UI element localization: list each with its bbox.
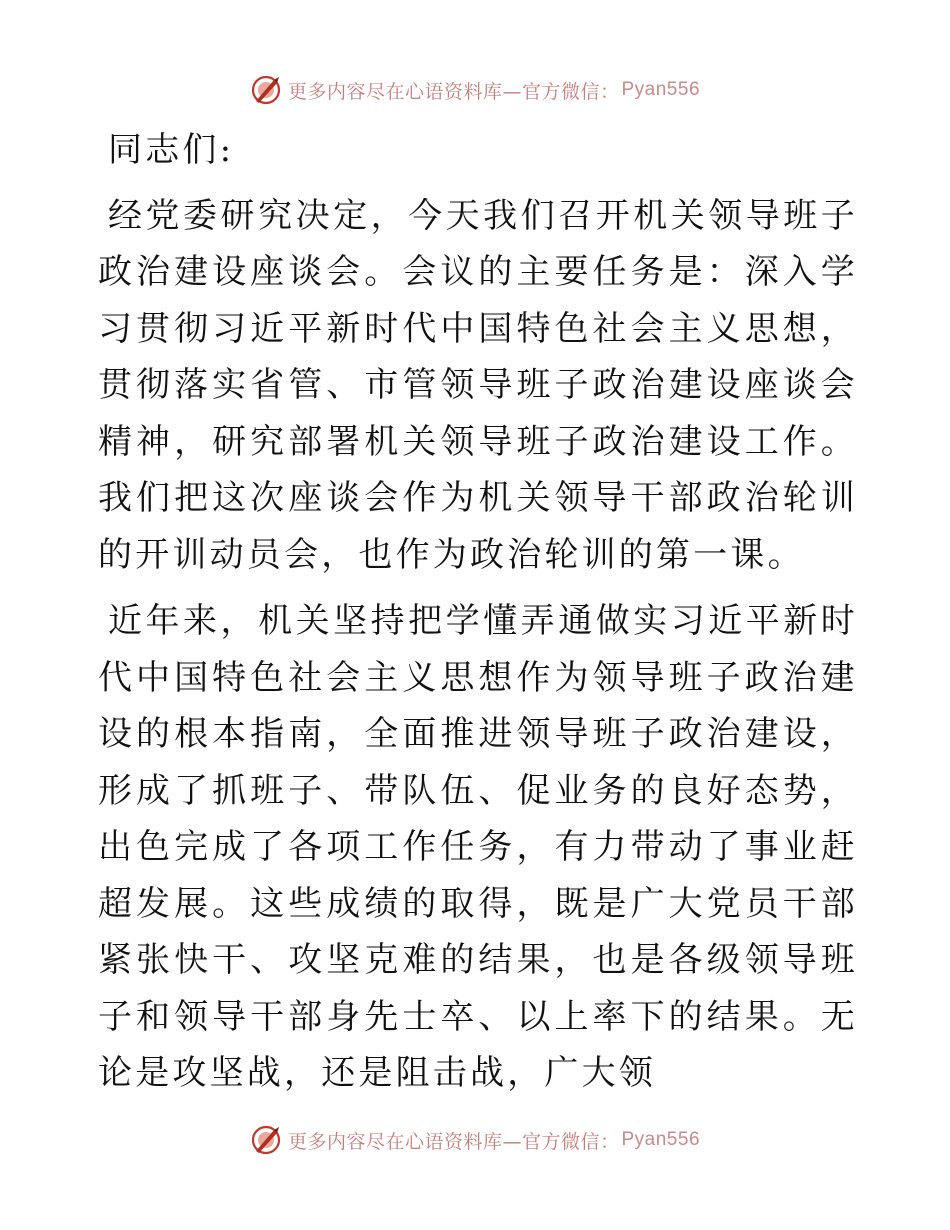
paragraph-1: 经党委研究决定，今天我们召开机关领导班子政治建设座谈会。会议的主要任务是：深入学习贯彻习近平新时代中国特色社会主义思想，贯彻落实省管、市管领导班子政治建设座谈会精神，研究部署机关领导班子政治建设工作。我们把这次座谈会作为机关领导干部政治轮训的开训动员会，也作为政治轮训的第一课。 [98,195,858,575]
watermark-text: 更多内容尽在心语资料库—官方微信： [287,80,620,103]
quill-seal-logo-icon [250,1124,282,1156]
header-watermark [0,68,950,112]
greeting: 同志们: [108,130,235,170]
footer-watermark [0,1118,950,1162]
paragraph-2: 近年来，机关坚持把学懂弄通做实习近平新时代中国特色社会主义思想作为领导班子政治建设的根本指南，全面推进领导班子政治建设，形成了抓班子、带队伍、促业务的良好态势，出色完成了各项工作任务，有力带动了事业赶超发展。这些成绩的取得，既是广大党员干部紧张快干、攻坚克难的结果，也是各级领导班子和领导干部身先士卒、以上率下的结果。无论是攻坚战，还是阻击战，广大领 [98,601,858,1093]
watermark-wechat-id: Pyan556 [621,1129,701,1150]
quill-seal-logo-icon [250,74,282,106]
document-body [98,122,858,1102]
watermark-wechat-id: Pyan556 [621,79,701,100]
watermark-text: 更多内容尽在心语资料库—官方微信： [287,1130,620,1153]
